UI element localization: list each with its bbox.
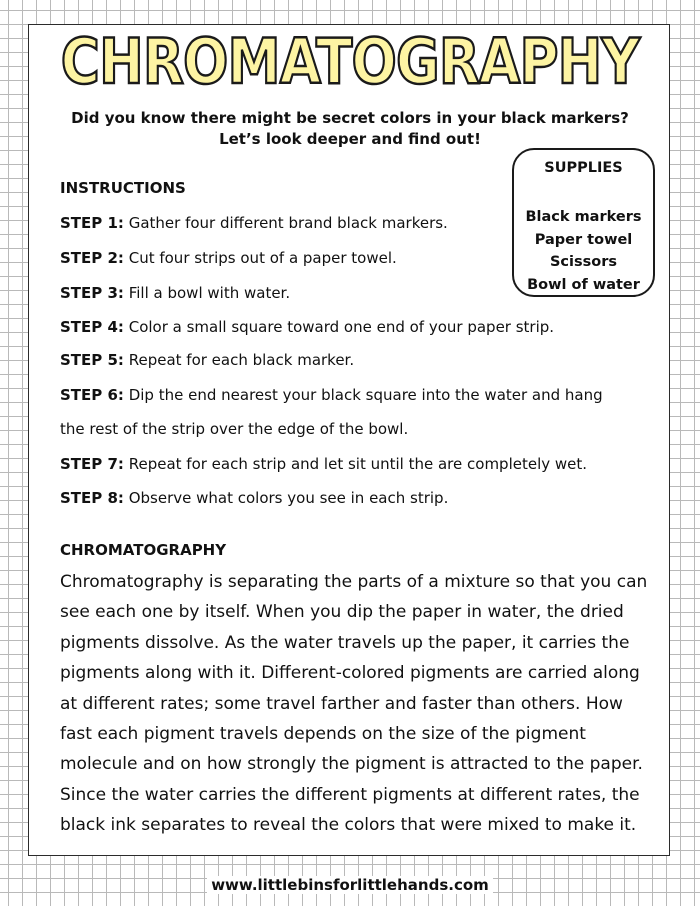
step-label: STEP 4: [60,318,124,336]
supply-item: Paper towel [534,231,633,248]
step-3 [60,284,290,302]
paragraph-line: see each one by itself. When you dip the paper in water, the dried [60,602,624,623]
paragraph-line: Since the water carries the different pigments at different rates, the [60,784,640,805]
footer-url: www.littlebinsforlittlehands.com [207,876,493,894]
chromatography-heading: CHROMATOGRAPHY [60,541,227,559]
step-2 [60,249,397,267]
step-text: Gather four different brand black markers. [128,214,448,232]
paragraph-line: pigments along with it. Different-colored pigments are carried along [60,663,640,684]
paragraph-line: molecule and on how strongly the pigment is attracted to the paper. [60,754,643,775]
step-text: Cut four strips out of a paper towel. [128,249,397,267]
step-label: STEP 6: [60,386,124,404]
step-6 [60,386,603,404]
step-label: STEP 5: [60,351,124,369]
paragraph-line: black ink separates to reveal the colors that were mixed to make it. [60,815,637,836]
step-text: Repeat for each black marker. [128,351,355,369]
step-8 [60,489,448,507]
supply-item: Bowl of water [527,276,640,293]
step-text: Fill a bowl with water. [128,284,291,302]
paragraph-line: pigments dissolve. As the water travels up the paper, it carries the [60,632,630,653]
explanation-paragraph [60,567,660,841]
step-6-continuation: the rest of the strip over the edge of the bowl. [60,420,409,438]
step-7 [60,455,587,473]
step-5 [60,351,354,369]
step-text: Dip the end nearest your black square into the water and hang [128,386,603,404]
step-text: Repeat for each strip and let sit until the are completely wet. [128,455,588,473]
page-title: CHROMATOGRAPHY [60,25,640,98]
supply-item: Black markers [525,209,642,225]
step-label: STEP 8: [60,489,124,507]
instructions-heading: INSTRUCTIONS [60,179,186,197]
paragraph-line: at different rates; some travel farther and faster than others. How [60,693,623,714]
paragraph-line: Chromatography is separating the parts of a mixture so that you can [60,572,648,592]
intro-line-1: Did you know there might be secret colors in your black markers? [71,109,629,127]
intro-text [0,108,700,150]
step-label: STEP 2: [60,249,124,267]
step-4 [60,318,554,336]
supplies-title: SUPPLIES [544,160,623,176]
step-1 [60,214,448,232]
supplies-list [514,206,653,296]
step-label: STEP 1: [60,214,124,232]
step-text: Observe what colors you see in each strip. [128,489,449,507]
supplies-box [512,148,655,297]
step-text: Color a small square toward one end of your paper strip. [128,318,555,336]
supply-item: Scissors [549,254,617,270]
intro-line-2: Let’s look deeper and find out! [219,130,481,148]
paragraph-line: fast each pigment travels depends on the size of the pigment [60,724,586,745]
step-label: STEP 7: [60,455,124,473]
step-label: STEP 3: [60,284,124,302]
footer [0,875,700,895]
